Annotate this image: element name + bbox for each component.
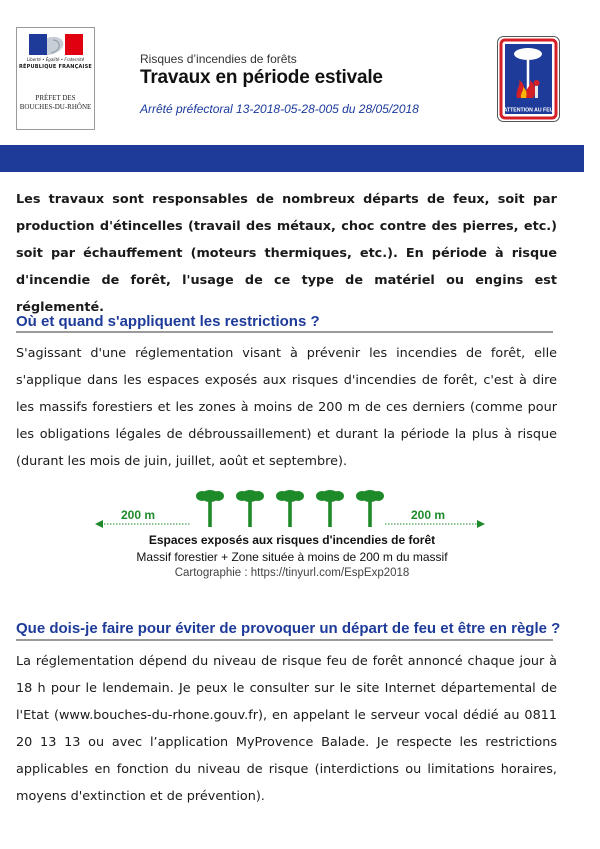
left-distance-label: 200 m [121, 508, 156, 522]
arrete-reference: Arrêté préfectoral 13-2018-05-28-005 du 28/05/2018 [140, 102, 419, 116]
diagram-caption: Massif forestier + Zone située à moins de 200 m du massif [136, 550, 448, 564]
republic-motto: Liberté • Égalité • Fraternité [26, 57, 85, 62]
right-arrow-icon [477, 520, 485, 528]
section2-title: Que dois-je faire pour éviter de provoquer un départ de feu et être en règle ? [16, 620, 561, 637]
section2-divider [16, 639, 553, 641]
section1-title: Où et quand s'appliquent les restrictions ? [16, 313, 320, 330]
marianne-flag-icon [29, 34, 83, 55]
header-subtitle: Risques d’incendies de forêts [140, 52, 297, 66]
tree-icon [236, 490, 264, 527]
section1-paragraph: S'agissant d'une réglementation visant à prévenir les incendies de forêt, elle s'applique dans les espaces exposés aux risques d'incendies de forêt, c'est à dire les massifs forestiers et les zones à moins de 200 m de ces derniers (comme pour les obligations légales de débroussaillement) et durant la période la plus à risque (durant les mois de juin, juillet, août et septembre). [16, 346, 557, 469]
section2-paragraph: La réglementation dépend du niveau de risque feu de forêt annoncé chaque jour à 18 h pour le lendemain. Je peux le consulter sur le site Internet départemental de l'Etat (www.bouches-du-rhone.gouv.fr), en appelant le serveur vocal dédié au 0811 20 13 13 ou avec l’application MyProvence Balade. Je respecte les restrictions applicables en fonction du niveau de risque (interdictions ou limitations horaires, moyens d'extinction et de prévention). [16, 654, 557, 804]
prefet-line-1: PRÉFET DES [35, 94, 76, 102]
tree-icon [276, 490, 304, 527]
left-arrow-icon [95, 520, 103, 528]
tree-icon [316, 490, 344, 527]
tree-icon [196, 490, 224, 527]
intro-paragraph: Les travaux sont responsables de nombreux départs de feux, soit par production d'étincelles (travail des métaux, choc contre des pierres, etc.) soit par échauffement (moteurs thermiques, etc.). En période à risque d'incendie de forêt, l'usage de ce type de matériel ou engins est réglementé. [16, 192, 557, 315]
cartography-link[interactable]: Cartographie : https://tinyurl.com/EspExp2018 [174, 567, 410, 579]
prefet-label [17, 94, 94, 112]
header-band [0, 145, 584, 172]
right-distance-label: 200 m [411, 508, 446, 522]
republic-name: RÉPUBLIQUE FRANÇAISE [18, 64, 93, 70]
diagram-caption-title: Espaces exposés aux risques d'incendies de forêt [148, 533, 436, 547]
attention-au-feu-sign-icon [497, 36, 560, 122]
prefecture-logo [16, 27, 95, 130]
tree-icon [356, 490, 384, 527]
sign-label: ATTENTION AU FEU [503, 107, 554, 114]
prefet-line-2: BOUCHES-DU-RHÔNE [19, 103, 92, 111]
section1-divider [16, 331, 553, 333]
page-title: Travaux en période estivale [140, 67, 383, 88]
